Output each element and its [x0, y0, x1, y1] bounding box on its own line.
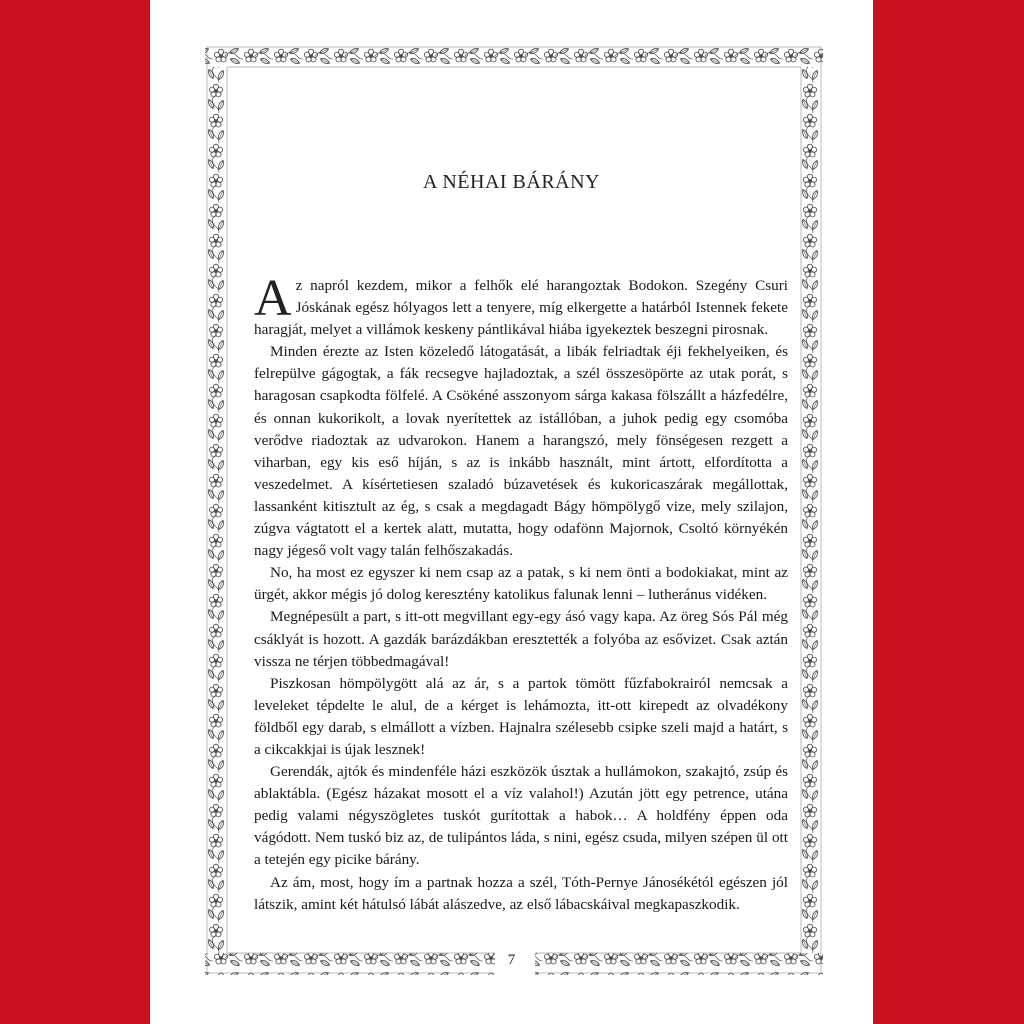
- paragraph-6: Gerendák, ajtók és mindenféle házi eszközök úsztak a hullámokon, szakajtó, zsúp és ablaktábla. (Egész házakat mosott el a víz valahol!) Azután jött egy petrence, utána pedig valami négyszögletes tuskót gurítottak a habok… A holdfény éppen oda vágódott. Nem tuskó biz az, de tulipántos láda, s nini, egész csuda, milyen szépen ül ott a tetején egy picike bárány.: [254, 763, 788, 869]
- paragraph-1: [254, 270, 788, 341]
- chapter-body: [254, 270, 788, 916]
- paragraph-3: No, ha most ez egyszer ki nem csap az a patak, s ki nem önti a bodokiakat, mint az ürgét, akkor mégis jó dolog keresztény katolikus falunak lenni – lutheránus vidéken.: [254, 564, 788, 604]
- paragraph-5: Piszkosan hömpölygött alá az ár, s a partok tömött fűzfabokrairól nemcsak a leveleket tépdelte le alul, de a kérget is lehámozta, itt-ott kirepedt az olvadékony földből egy darab, s elmállott a vízben. Hajnalra szélesebb csipke szeli majd a határt, s a cikcakkjai is újak lesznek!: [254, 674, 788, 758]
- chapter-title: A NÉHAI BÁRÁNY: [423, 171, 600, 193]
- page-number: 7: [507, 952, 516, 968]
- paragraph-7: Az ám, most, hogy ím a partnak hozza a szél, Tóth-Pernye Jánosékétól egészen jól látszik, amint két hátulsó lábát alászedve, az első lábacskáival megkapaszkodik.: [254, 873, 788, 913]
- book-page: [150, 0, 873, 1024]
- drop-cap: A: [254, 270, 292, 327]
- paragraph-2: Minden érezte az Isten közeledő látogatását, a libák felriadtak éji fekhelyeiken, és felrepülve gágogtak, a fák recsegve hajladoztak, a szél összesöpörte az utak porát, s haragosan csapkodta fölfelé. A Csökéné asszonyom sárga kakasa fölszállt a házfedélre, és onnan kukorikolt, a lovak nyerítettek az istállóban, a juhok pedig egy csomóba verődve riadoztak az udvarokon. Hanem a harangszó, mely fönségesen rezgett a viharban, egy kis eső híján, s az is inkább használt, mint ártott, elfordította a veszedelmet. A kísértetiesen szaladó búzavetések és kukoricaszárak megállottak, lassanként kitisztult az ég, s csak a megdagadt Bágy hömpölygő vize, mely szilajon, zúgva vágtatott el a kertek alatt, mutatta, hogy odafönn Majornok, Csoltó környékén nagy jégeső volt vagy talán felhőszakadás.: [254, 343, 788, 560]
- first-paragraph-text: z napról kezdem, mikor a felhők elé harangoztak Bodokon. Szegény Csuri Jóskának egész hólyagos lett a tenyere, míg elkergette a határból Istennek fekete haragját, melyet a villámok keskeny pántlikával hiába igyekeztek beszegni pirosnak.: [254, 277, 788, 339]
- paragraph-4: Megnépesült a part, s itt-ott megvillant egy-egy ásó vagy kapa. Az öreg Sós Pál még csáklyát is hozott. A gazdák barázdákban eresztették a folyóba az esővizet. Csak aztán vissza ne térjen többedmagával!: [254, 608, 788, 670]
